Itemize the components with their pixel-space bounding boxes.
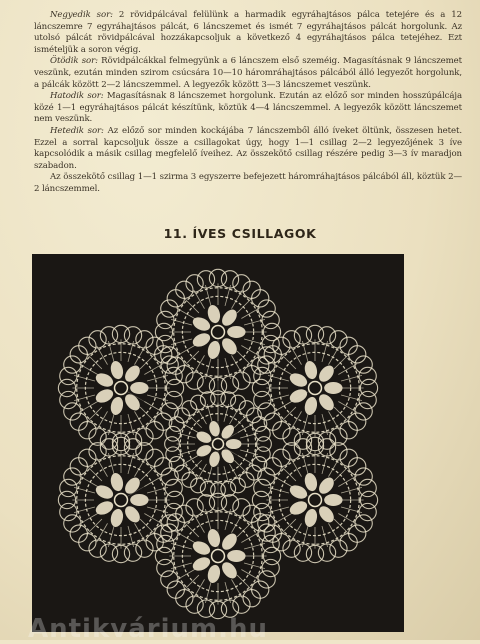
lace-star-motif — [252, 437, 377, 562]
paragraph-lead: Ötödik sor: — [50, 56, 98, 67]
lace-star-motif — [58, 325, 183, 450]
paragraph-lead: Negyedik sor: — [50, 10, 113, 20]
paragraph-body: Magasításnak 8 láncszemet horgolunk. Ezután az előző sor minden hosszúpálcája közé 1—1 egyráhajtásos pálcát készítünk, köztük 4—4 láncszemmel. A legyezők között láncszemet nem veszünk. — [34, 91, 463, 125]
lace-doily-photo — [32, 254, 404, 632]
paragraph-body: Az előző sor minden kockájába 7 láncszemből álló íveket öltünk, összesen hetet. Ezzel a sorral kapcsoljuk össze a csillagokat úgy, hogy 1—1 csillag 2—2 legyezőjének 3 íve kapcsolódik a másik csillag megfelelő íveihez. Az összekötő csillag részére pedig 3—3 ív maradjon szabadon. — [34, 125, 462, 171]
paragraph-lead: Hatodik sor: — [50, 91, 104, 102]
lace-center-motif — [165, 391, 272, 498]
section-title: 11. ÍVES CSILLAGOK — [163, 226, 317, 241]
paragraph-row-4 — [34, 10, 462, 56]
paragraph-body: 2 rövidpálcával felülünk a harmadik egyráhajtásos pálca tetejére és a 12 láncszemre 7 egyráhajtásos pálcát, 6 láncszemet és ismét 7 egyráhajtásos pálcát horgolunk. Az utolsó pálcát rövidpálcával hozzákapcsoljuk a következő 4 egyráhajtásos pálca tetejéhez. Ezt ismételjük a soron végig. — [34, 10, 462, 55]
lace-star-motif — [155, 493, 280, 618]
paragraph-row-5 — [34, 56, 462, 91]
paragraph-row-7 — [34, 126, 462, 172]
instructions-text — [34, 10, 462, 196]
paragraph-connector — [34, 172, 462, 195]
lace-star-motif — [252, 325, 377, 450]
lace-star-motif — [58, 437, 183, 562]
lace-star-motif — [155, 269, 280, 394]
paragraph-lead: Hetedik sor: — [50, 125, 104, 136]
paragraph-body: Az összekötő csillag 1—1 szirma 3 egyszerre befejezett háromráhajtásos pálcából áll, köztük 2—2 láncszemmel. — [34, 172, 462, 194]
paragraph-body: Rövidpálcákkal felmegyünk a 6 láncszem első szeméig. Magasításnak 9 láncszemet veszünk, ezután minden szirom csúcsára 10—10 háromráhajtásos pálcából álló legyezőt horgolunk, a pálcák között 2—2 láncszemmel. A legyezők között 3—3 láncszemet veszünk. — [34, 56, 462, 90]
paragraph-row-6 — [34, 91, 462, 126]
lace-doily-illustration — [32, 254, 404, 632]
watermark: Antikvárium.hu — [28, 614, 268, 644]
